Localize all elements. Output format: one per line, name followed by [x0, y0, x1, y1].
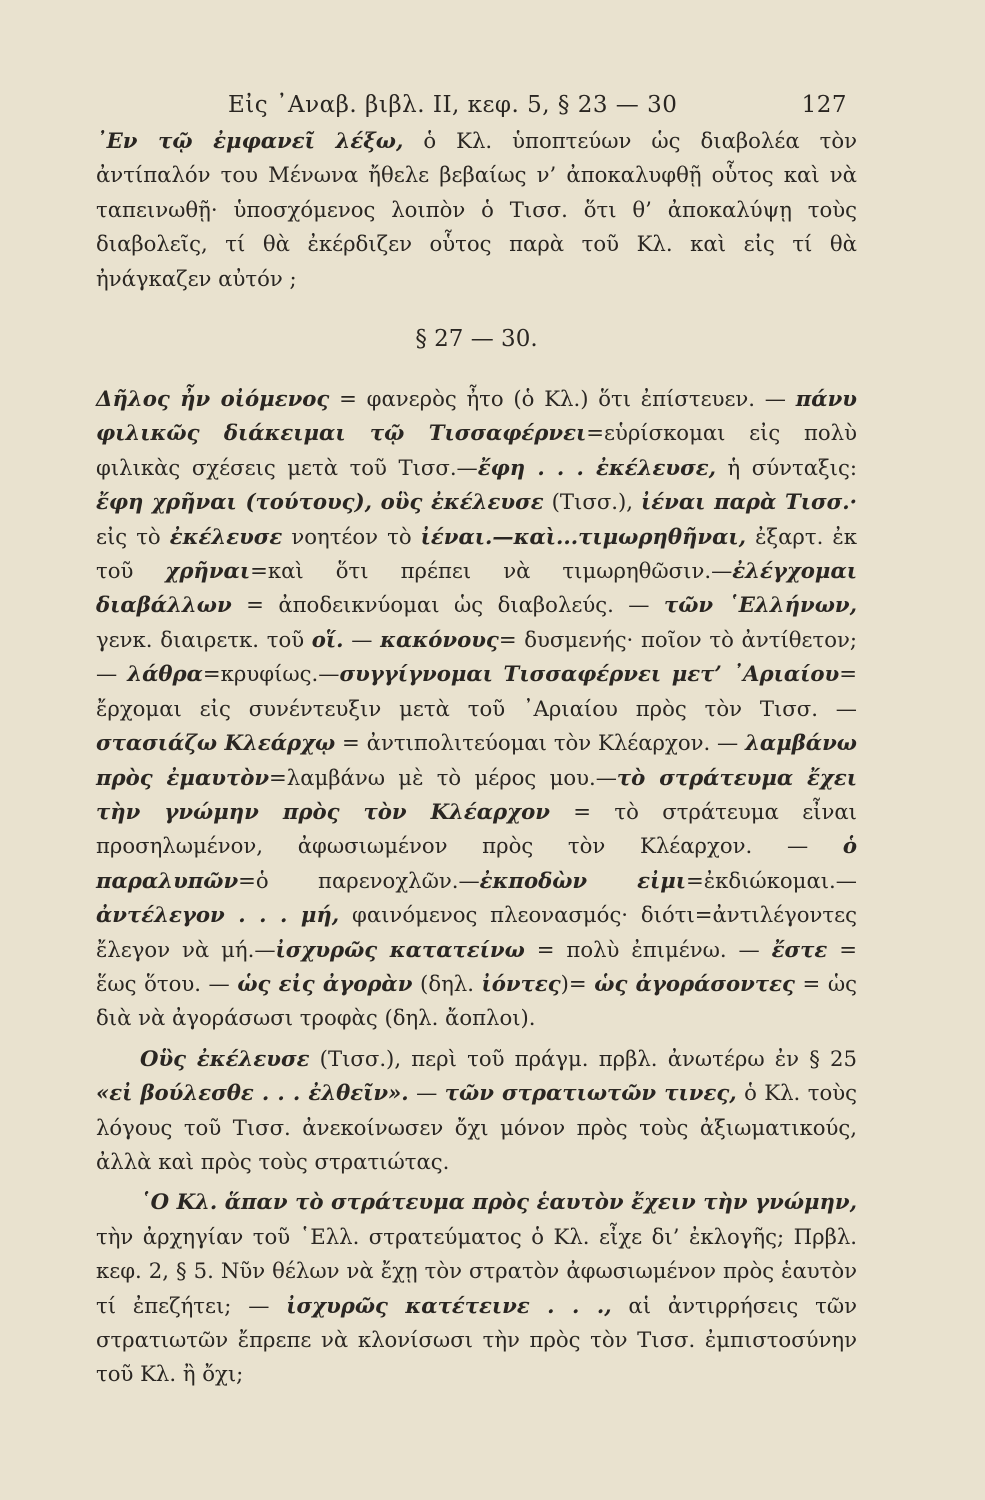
lemma-text: πάνυ φιλικῶς διάκειμαι τῷ Τισσαφέρνει [96, 386, 857, 446]
gloss-text: = ὡς διὰ νὰ ἀγοράσωσι τροφὰς (δηλ. ἄοπλοι). [96, 970, 857, 1031]
gloss-text: = φανερὸς ἦτο (ὁ Κλ.) ὅτι ἐπίστευεν. — [329, 386, 796, 412]
gloss-text: ὁ Κλ. τοὺς λόγους τοῦ Τισσ. ἀνεκοίνωσεν ὄχι μόνον πρὸς τοὺς ἀξιωματικούς, ἀλλὰ καὶ πρὸς τοὺς στρατιώτας. [96, 1080, 857, 1174]
lemma-text: ὁ παραλυπῶν [96, 833, 857, 893]
lemma-text: «εἰ βούλεσθε . . . ἐλθεῖν». [96, 1080, 409, 1106]
paragraph [96, 1042, 857, 1180]
lemma-text: στασιάζω Κλεάρχῳ [96, 730, 336, 756]
lemma-text: τῶν ῾Ελλήνων, [663, 592, 857, 618]
lemma-text: ἔστε [771, 936, 828, 962]
paragraph [96, 1185, 857, 1391]
gloss-text: (Τισσ.), περὶ τοῦ πράγμ. πρβλ. ἀνωτέρω ἐν § 25 [309, 1045, 857, 1071]
lemma-text: Δῆλος ἦν οἰόμενος [96, 386, 330, 412]
lemma-text: ἐκποδὼν εἰμι [479, 867, 686, 893]
gloss-text: φαινόμενος πλεονασμός· διότι=ἀντιλέγοντες ἔλεγον νὰ μή.— [96, 902, 857, 962]
page-number: 127 [801, 92, 847, 118]
gloss-text: =ὁ παρενοχλῶν.— [238, 867, 480, 893]
lemma-text: Οὓς ἐκέλευσε [140, 1045, 310, 1071]
gloss-text: = ἀντιπολιτεύομαι τὸν Κλέαρχον. — [335, 730, 746, 756]
gloss-text: =λαμβάνω μὲ τὸ μέρος μου.— [269, 764, 617, 790]
paragraph [96, 124, 857, 296]
lemma-text: χρῆναι [165, 558, 251, 584]
gloss-text: =κρυφίως.— [202, 661, 340, 687]
gloss-text: νοητέον τὸ [282, 523, 421, 549]
gloss-text: αἱ ἀντιρρήσεις τῶν στρατιωτῶν ἔπρεπε νὰ κλονίσωσι τὴν πρὸς τὸν Τισσ. ἐμπιστοσύνην τοῦ Κλ. ἢ ὄχι; [96, 1292, 858, 1387]
gloss-text: (δηλ. [412, 970, 482, 996]
running-title: Εἰς ᾿Αναβ. βιβλ. ΙΙ, κεφ. 5, § 23 — 30 [228, 92, 678, 118]
gloss-text: = ἀποδεικνύομαι ὡς διαβολεύς. — [231, 592, 664, 618]
lemma-text: ἔφη . . . ἐκέλευσε, [477, 454, 716, 480]
lemma-text: ὡς ἀγοράσοντες [594, 970, 795, 996]
lemma-text: ἰέναι.—καὶ...τιμωρηθῆναι, [420, 523, 747, 549]
gloss-text: )= [560, 970, 595, 996]
gloss-text: = ἕως ὅτου. — [96, 936, 857, 996]
gloss-text: = δυσμενής· ποῖον τὸ ἀντίθετον; — [96, 626, 857, 687]
lemma-text: ῾Ο Κλ. ἅπαν τὸ στράτευμα πρὸς ἑαυτὸν ἔχειν τὴν γνώμην, [140, 1189, 857, 1215]
gloss-text: =καὶ ὅτι πρέπει νὰ τιμωρηθῶσιν.— [250, 558, 733, 584]
paragraph [96, 382, 857, 1036]
lemma-text: λάθρα [127, 661, 203, 687]
gloss-text: τὴν ἀρχηγίαν τοῦ ῾Ελλ. στρατεύματος ὁ Κλ. εἶχε δι’ ἐκλογῆς; Πρβλ. κεφ. 2, § 5. Νῦν θέλων νὰ ἔχῃ τὸν στρατὸν ἀφωσιωμένον πρὸς ἑαυτὸν τί ἐπεζήτει; — [96, 1223, 857, 1318]
gloss-text: ἡ σύνταξις: [716, 454, 857, 480]
gloss-text: =εὑρίσκομαι εἰς πολὺ φιλικὰς σχέσεις μετὰ τοῦ Τισσ.— [96, 420, 857, 480]
lemma-text: τὸ στράτευμα ἔχει τὴν γνώμην πρὸς τὸν Κλέαρχον [96, 764, 858, 824]
gloss-text: γενκ. διαιρετκ. τοῦ [96, 626, 312, 652]
gloss-text: εἰς τὸ [96, 523, 170, 549]
gloss-text: — [343, 626, 381, 652]
section-heading: § 27 — 30. [415, 326, 538, 353]
gloss-text: (Τισσ.), [543, 489, 642, 515]
gloss-text: — [408, 1080, 445, 1106]
lemma-text: ἀντέλεγον . . . μή, [96, 902, 340, 928]
lemma-text: οἵ. [311, 626, 344, 652]
lemma-text: ὡς εἰς ἀγορὰν [237, 970, 413, 996]
gloss-text: =ἐκδιώκομαι.— [685, 867, 857, 893]
gloss-text: = τὸ στράτευμα εἶναι προσηλωμένον, ἀφωσιωμένον πρὸς τὸν Κλέαρχον. — [96, 798, 857, 859]
lemma-text: ἰσχυρῶς κατέτεινε . . ., [286, 1292, 612, 1318]
running-header [96, 84, 857, 124]
lemma-text: ἔφη χρῆναι (τούτους), οὓς ἐκέλευσε [96, 489, 544, 515]
lemma-text: κακόνους [380, 626, 499, 652]
lemma-text: λαμβάνω πρὸς ἐμαυτὸν [96, 730, 857, 790]
lemma-text: ἰόντες [481, 970, 561, 996]
gloss-text: = ἔρχομαι εἰς συνέντευξιν μετὰ τοῦ ᾿Αριαίου πρὸς τὸν Τισσ. — [96, 661, 857, 721]
lemma-text: συγγίγνομαι Τισσαφέρνει μετ’ ᾿Αριαίου [339, 661, 840, 687]
lemma-text: ἐκέλευσε [169, 523, 283, 549]
lemma-text: ἐλέγχομαι διαβάλλων [96, 558, 858, 618]
gloss-text: = πολὺ ἐπιμένω. — [524, 936, 772, 962]
text-segment: ᾿Εν τῷ ἐμφανεῖ λέξω, ὁ Κλ. ὑποπτεύων ὡς διαβολέα τὸν ἀντίπαλόν του Μένωνα ἤθελε βεβαίως ν’ ἀποκαλυφθῇ οὗτος καὶ νὰ ταπεινωθῇ· ὑποσχόμενος λοιπὸν ὁ Τισσ. ὅτι θ’ ἀποκαλύψῃ τοὺς διαβολεῖς, τί θὰ ἐκέρδιζεν οὗτος παρὰ τοῦ Κλ. καὶ εἰς τί θὰ ἠνάγκαζεν αὐτόν ; [96, 128, 857, 291]
lemma-text: ἰέναι παρὰ Τισσ.· [641, 489, 857, 515]
gloss-text: ἐξαρτ. ἐκ τοῦ [96, 523, 857, 584]
lemma-text: τῶν στρατιωτῶν τινες, [444, 1080, 737, 1106]
lemma-text: ἰσχυρῶς κατατείνω [275, 936, 525, 962]
